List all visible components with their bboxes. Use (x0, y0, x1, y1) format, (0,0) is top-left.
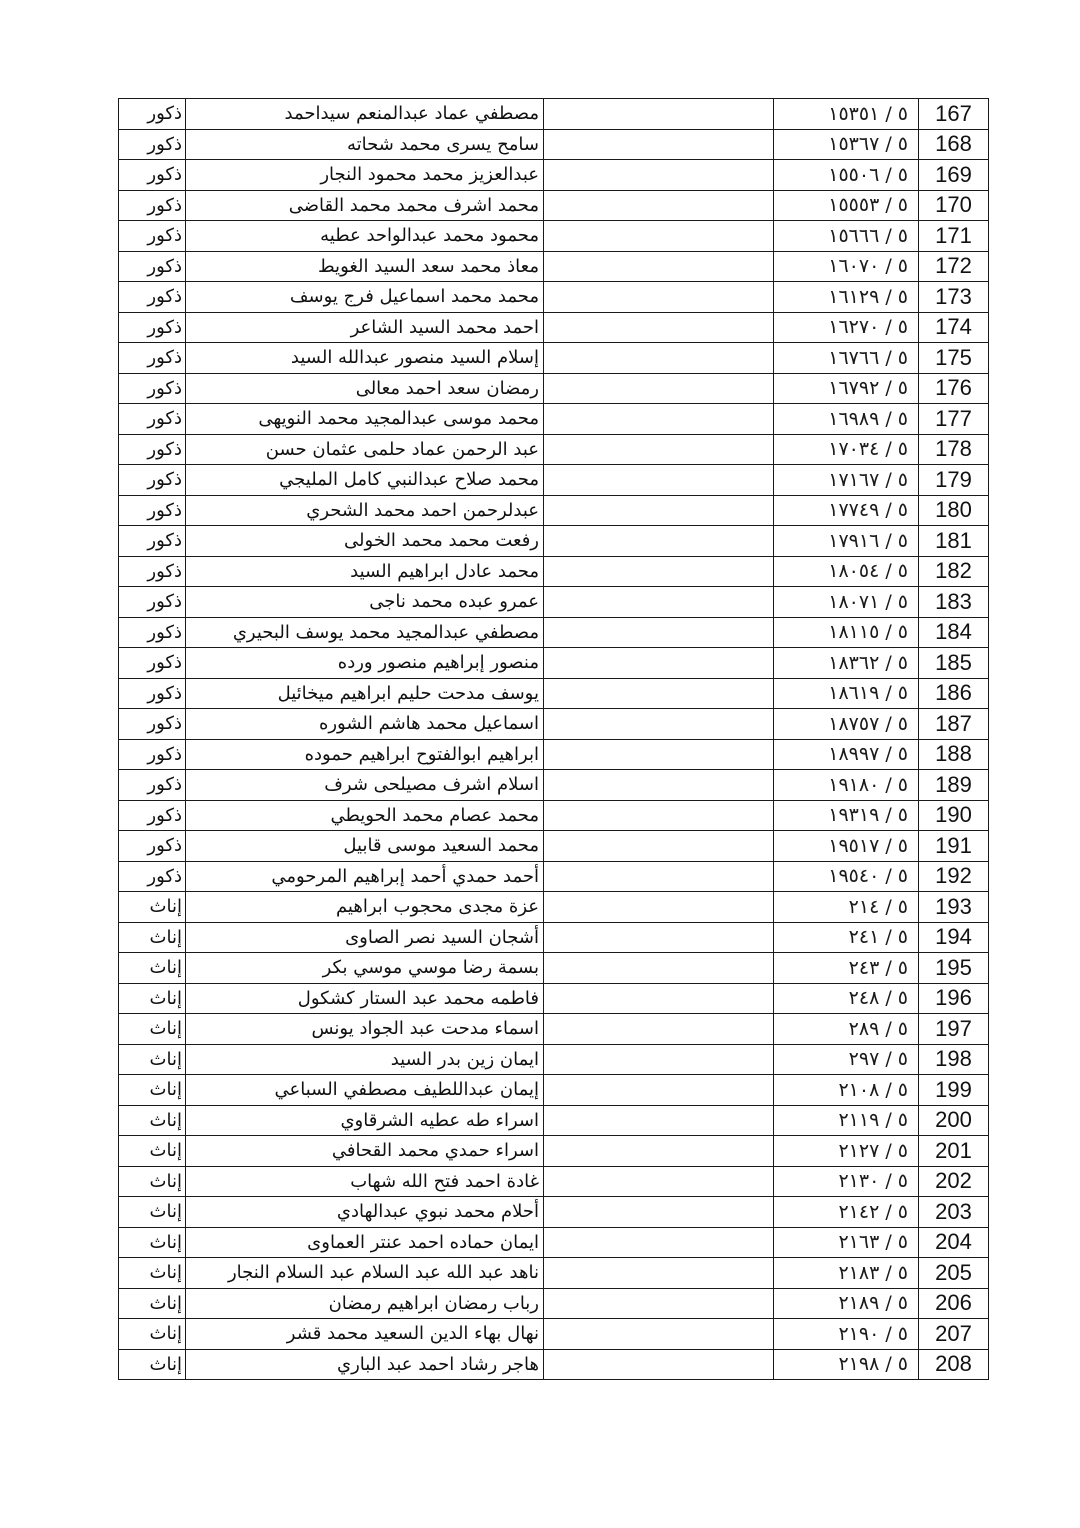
registration-code: ٥ / ١٩٥٤٠ (774, 861, 919, 892)
empty-cell (544, 1288, 774, 1319)
table-row (119, 160, 989, 191)
empty-cell (544, 709, 774, 740)
empty-cell (544, 861, 774, 892)
registration-code: ٥ / ١٥٥٥٣ (774, 190, 919, 221)
empty-cell (544, 1075, 774, 1106)
gender-label: ذكور (119, 526, 186, 557)
empty-cell (544, 831, 774, 862)
person-name: إسلام السيد منصور عبدالله السيد (186, 343, 544, 374)
row-number: 202 (919, 1166, 989, 1197)
table-row (119, 1136, 989, 1167)
empty-cell (544, 617, 774, 648)
row-number: 206 (919, 1288, 989, 1319)
gender-label: ذكور (119, 190, 186, 221)
empty-cell (544, 953, 774, 984)
registration-code: ٥ / ١٦٢٧٠ (774, 312, 919, 343)
table-row (119, 831, 989, 862)
gender-label: ذكور (119, 99, 186, 130)
gender-label: إناث (119, 1349, 186, 1380)
row-number: 193 (919, 892, 989, 923)
table-row (119, 312, 989, 343)
registration-code: ٥ / ٢١٣٠ (774, 1166, 919, 1197)
registration-code: ٥ / ١٨٩٩٧ (774, 739, 919, 770)
person-name: اسراء حمدي محمد القحافي (186, 1136, 544, 1167)
row-number: 168 (919, 129, 989, 160)
gender-label: إناث (119, 953, 186, 984)
row-number: 195 (919, 953, 989, 984)
registration-code: ٥ / ٢١٠٨ (774, 1075, 919, 1106)
empty-cell (544, 282, 774, 313)
row-number: 201 (919, 1136, 989, 1167)
person-name: غادة احمد فتح الله شهاب (186, 1166, 544, 1197)
empty-cell (544, 1349, 774, 1380)
empty-cell (544, 373, 774, 404)
registration-code: ٥ / ٢١١٩ (774, 1105, 919, 1136)
registration-code: ٥ / ١٩٥١٧ (774, 831, 919, 862)
row-number: 181 (919, 526, 989, 557)
row-number: 184 (919, 617, 989, 648)
gender-label: إناث (119, 1044, 186, 1075)
table-row (119, 190, 989, 221)
registration-code: ٥ / ٢١٦٣ (774, 1227, 919, 1258)
person-name: محمد اشرف محمد محمد القاضى (186, 190, 544, 221)
gender-label: ذكور (119, 160, 186, 191)
row-number: 175 (919, 343, 989, 374)
row-number: 169 (919, 160, 989, 191)
registration-code: ٥ / ١٨٦١٩ (774, 678, 919, 709)
registration-code: ٥ / ٢١٤ (774, 892, 919, 923)
gender-label: ذكور (119, 617, 186, 648)
person-name: إيمان عبداللطيف مصطفي السباعي (186, 1075, 544, 1106)
gender-label: إناث (119, 1105, 186, 1136)
empty-cell (544, 404, 774, 435)
table-row (119, 221, 989, 252)
person-name: محمد موسى عبدالمجيد محمد النويهى (186, 404, 544, 435)
registration-code: ٥ / ١٨٠٧١ (774, 587, 919, 618)
row-number: 191 (919, 831, 989, 862)
person-name: ناهد عبد الله عبد السلام عبد السلام النجار (186, 1258, 544, 1289)
registration-code: ٥ / ١٨٧٥٧ (774, 709, 919, 740)
empty-cell (544, 251, 774, 282)
person-name: محمد السعيد موسى قابيل (186, 831, 544, 862)
empty-cell (544, 1166, 774, 1197)
row-number: 179 (919, 465, 989, 496)
table-row (119, 953, 989, 984)
roster-table (118, 98, 989, 1380)
empty-cell (544, 434, 774, 465)
person-name: محمد محمد اسماعيل فرج يوسف (186, 282, 544, 313)
gender-label: إناث (119, 1319, 186, 1350)
empty-cell (544, 129, 774, 160)
registration-code: ٥ / ١٧١٦٧ (774, 465, 919, 496)
table-row (119, 1319, 989, 1350)
gender-label: إناث (119, 1166, 186, 1197)
gender-label: ذكور (119, 678, 186, 709)
empty-cell (544, 678, 774, 709)
empty-cell (544, 1044, 774, 1075)
person-name: محمد عادل ابراهيم السيد (186, 556, 544, 587)
registration-code: ٥ / ٢١٩٨ (774, 1349, 919, 1380)
table-row (119, 1075, 989, 1106)
table-row (119, 251, 989, 282)
registration-code: ٥ / ٢٤١ (774, 922, 919, 953)
person-name: ايمان حماده احمد عنتر العماوى (186, 1227, 544, 1258)
row-number: 199 (919, 1075, 989, 1106)
gender-label: ذكور (119, 800, 186, 831)
row-number: 200 (919, 1105, 989, 1136)
person-name: ابراهيم ابوالفتوح ابراهيم حموده (186, 739, 544, 770)
empty-cell (544, 892, 774, 923)
table-row (119, 1227, 989, 1258)
person-name: عبد الرحمن عماد حلمى عثمان حسن (186, 434, 544, 465)
row-number: 192 (919, 861, 989, 892)
gender-label: إناث (119, 1014, 186, 1045)
gender-label: إناث (119, 1288, 186, 1319)
empty-cell (544, 1014, 774, 1045)
table-row (119, 1197, 989, 1228)
row-number: 203 (919, 1197, 989, 1228)
table-row (119, 1349, 989, 1380)
table-row (119, 770, 989, 801)
empty-cell (544, 1227, 774, 1258)
row-number: 167 (919, 99, 989, 130)
roster-sheet (118, 98, 988, 1380)
person-name: اسلام اشرف مصيلحى شرف (186, 770, 544, 801)
registration-code: ٥ / ١٦٧٦٦ (774, 343, 919, 374)
table-row (119, 465, 989, 496)
row-number: 176 (919, 373, 989, 404)
registration-code: ٥ / ٢٩٧ (774, 1044, 919, 1075)
registration-code: ٥ / ١٧٠٣٤ (774, 434, 919, 465)
registration-code: ٥ / ٢١٤٢ (774, 1197, 919, 1228)
gender-label: ذكور (119, 495, 186, 526)
roster-body (119, 99, 989, 1380)
table-row (119, 892, 989, 923)
gender-label: ذكور (119, 648, 186, 679)
table-row (119, 709, 989, 740)
row-number: 194 (919, 922, 989, 953)
empty-cell (544, 983, 774, 1014)
table-row (119, 800, 989, 831)
table-row (119, 495, 989, 526)
empty-cell (544, 770, 774, 801)
row-number: 207 (919, 1319, 989, 1350)
gender-label: ذكور (119, 770, 186, 801)
person-name: رفعت محمد محمد الخولى (186, 526, 544, 557)
gender-label: إناث (119, 922, 186, 953)
row-number: 172 (919, 251, 989, 282)
empty-cell (544, 739, 774, 770)
row-number: 186 (919, 678, 989, 709)
registration-code: ٥ / ١٥٦٦٦ (774, 221, 919, 252)
registration-code: ٥ / ١٦٠٧٠ (774, 251, 919, 282)
row-number: 196 (919, 983, 989, 1014)
empty-cell (544, 1136, 774, 1167)
registration-code: ٥ / ٢١٢٧ (774, 1136, 919, 1167)
empty-cell (544, 312, 774, 343)
table-row (119, 556, 989, 587)
row-number: 180 (919, 495, 989, 526)
registration-code: ٥ / ١٥٣٦٧ (774, 129, 919, 160)
person-name: بسمة رضا موسي موسي بكر (186, 953, 544, 984)
person-name: احمد محمد السيد الشاعر (186, 312, 544, 343)
empty-cell (544, 526, 774, 557)
table-row (119, 1166, 989, 1197)
person-name: مصطفي عماد عبدالمنعم سيداحمد (186, 99, 544, 130)
row-number: 177 (919, 404, 989, 435)
gender-label: ذكور (119, 739, 186, 770)
person-name: عزة مجدى محجوب ابراهيم (186, 892, 544, 923)
gender-label: ذكور (119, 465, 186, 496)
gender-label: ذكور (119, 404, 186, 435)
registration-code: ٥ / ٢١٨٩ (774, 1288, 919, 1319)
person-name: رباب رمضان ابراهيم رمضان (186, 1288, 544, 1319)
gender-label: ذكور (119, 556, 186, 587)
registration-code: ٥ / ١٨١١٥ (774, 617, 919, 648)
table-row (119, 617, 989, 648)
empty-cell (544, 99, 774, 130)
table-row (119, 587, 989, 618)
person-name: اسماعيل محمد هاشم الشوره (186, 709, 544, 740)
person-name: محمود محمد عبدالواحد عطيه (186, 221, 544, 252)
gender-label: ذكور (119, 373, 186, 404)
empty-cell (544, 160, 774, 191)
person-name: نهال بهاء الدين السعيد محمد قشر (186, 1319, 544, 1350)
empty-cell (544, 190, 774, 221)
empty-cell (544, 922, 774, 953)
table-row (119, 922, 989, 953)
gender-label: ذكور (119, 282, 186, 313)
person-name: أحلام محمد نبوي عبدالهادي (186, 1197, 544, 1228)
table-row (119, 983, 989, 1014)
person-name: محمد عصام محمد الحويطي (186, 800, 544, 831)
gender-label: ذكور (119, 709, 186, 740)
table-row (119, 648, 989, 679)
person-name: مصطفي عبدالمجيد محمد يوسف البحيري (186, 617, 544, 648)
empty-cell (544, 221, 774, 252)
row-number: 208 (919, 1349, 989, 1380)
table-row (119, 1044, 989, 1075)
registration-code: ٥ / ٢٤٣ (774, 953, 919, 984)
gender-label: إناث (119, 892, 186, 923)
empty-cell (544, 1105, 774, 1136)
row-number: 170 (919, 190, 989, 221)
gender-label: إناث (119, 1136, 186, 1167)
person-name: فاطمه محمد عبد الستار كشكول (186, 983, 544, 1014)
registration-code: ٥ / ١٥٥٠٦ (774, 160, 919, 191)
gender-label: إناث (119, 1197, 186, 1228)
registration-code: ٥ / ١٧٩١٦ (774, 526, 919, 557)
row-number: 205 (919, 1258, 989, 1289)
empty-cell (544, 800, 774, 831)
empty-cell (544, 648, 774, 679)
table-row (119, 1105, 989, 1136)
row-number: 189 (919, 770, 989, 801)
empty-cell (544, 343, 774, 374)
table-row (119, 526, 989, 557)
empty-cell (544, 465, 774, 496)
gender-label: ذكور (119, 312, 186, 343)
table-row (119, 861, 989, 892)
registration-code: ٥ / ١٧٧٤٩ (774, 495, 919, 526)
empty-cell (544, 1258, 774, 1289)
person-name: عبدلرحمن احمد محمد الشحري (186, 495, 544, 526)
gender-label: ذكور (119, 831, 186, 862)
gender-label: ذكور (119, 434, 186, 465)
row-number: 183 (919, 587, 989, 618)
person-name: عبدالعزيز محمد محمود النجار (186, 160, 544, 191)
gender-label: ذكور (119, 861, 186, 892)
row-number: 178 (919, 434, 989, 465)
registration-code: ٥ / ٢١٩٠ (774, 1319, 919, 1350)
row-number: 182 (919, 556, 989, 587)
table-row (119, 129, 989, 160)
person-name: أشجان السيد نصر الصاوى (186, 922, 544, 953)
gender-label: ذكور (119, 251, 186, 282)
registration-code: ٥ / ١٨٠٥٤ (774, 556, 919, 587)
row-number: 173 (919, 282, 989, 313)
registration-code: ٥ / ١٦٩٨٩ (774, 404, 919, 435)
person-name: منصور إبراهيم منصور ورده (186, 648, 544, 679)
gender-label: إناث (119, 1075, 186, 1106)
person-name: هاجر رشاد احمد عبد الباري (186, 1349, 544, 1380)
person-name: أحمد حمدي أحمد إبراهيم المرحومي (186, 861, 544, 892)
person-name: اسماء مدحت عبد الجواد يونس (186, 1014, 544, 1045)
registration-code: ٥ / ١٩٣١٩ (774, 800, 919, 831)
row-number: 171 (919, 221, 989, 252)
row-number: 188 (919, 739, 989, 770)
empty-cell (544, 1197, 774, 1228)
registration-code: ٥ / ١٥٣٥١ (774, 99, 919, 130)
person-name: محمد صلاح عبدالنبي كامل المليجي (186, 465, 544, 496)
table-row (119, 1288, 989, 1319)
person-name: معاذ محمد سعد السيد الغويط (186, 251, 544, 282)
table-row (119, 343, 989, 374)
table-row (119, 678, 989, 709)
person-name: رمضان سعد احمد معالى (186, 373, 544, 404)
gender-label: ذكور (119, 129, 186, 160)
row-number: 204 (919, 1227, 989, 1258)
table-row (119, 1258, 989, 1289)
table-row (119, 1014, 989, 1045)
gender-label: ذكور (119, 343, 186, 374)
gender-label: ذكور (119, 221, 186, 252)
registration-code: ٥ / ١٦٧٩٢ (774, 373, 919, 404)
empty-cell (544, 556, 774, 587)
table-row (119, 739, 989, 770)
row-number: 197 (919, 1014, 989, 1045)
registration-code: ٥ / ١٨٣٦٢ (774, 648, 919, 679)
gender-label: إناث (119, 1227, 186, 1258)
gender-label: ذكور (119, 587, 186, 618)
row-number: 198 (919, 1044, 989, 1075)
row-number: 174 (919, 312, 989, 343)
gender-label: إناث (119, 983, 186, 1014)
person-name: ايمان زين بدر السيد (186, 1044, 544, 1075)
registration-code: ٥ / ١٦١٢٩ (774, 282, 919, 313)
table-row (119, 373, 989, 404)
person-name: عمرو عبده محمد ناجى (186, 587, 544, 618)
gender-label: إناث (119, 1258, 186, 1289)
person-name: سامح يسرى محمد شحاته (186, 129, 544, 160)
empty-cell (544, 1319, 774, 1350)
empty-cell (544, 587, 774, 618)
table-row (119, 99, 989, 130)
table-row (119, 282, 989, 313)
registration-code: ٥ / ٢١٨٣ (774, 1258, 919, 1289)
table-row (119, 404, 989, 435)
row-number: 190 (919, 800, 989, 831)
person-name: يوسف مدحت حليم ابراهيم ميخائيل (186, 678, 544, 709)
registration-code: ٥ / ٢٨٩ (774, 1014, 919, 1045)
table-row (119, 434, 989, 465)
registration-code: ٥ / ١٩١٨٠ (774, 770, 919, 801)
row-number: 187 (919, 709, 989, 740)
person-name: اسراء طه عطيه الشرقاوي (186, 1105, 544, 1136)
row-number: 185 (919, 648, 989, 679)
registration-code: ٥ / ٢٤٨ (774, 983, 919, 1014)
empty-cell (544, 495, 774, 526)
